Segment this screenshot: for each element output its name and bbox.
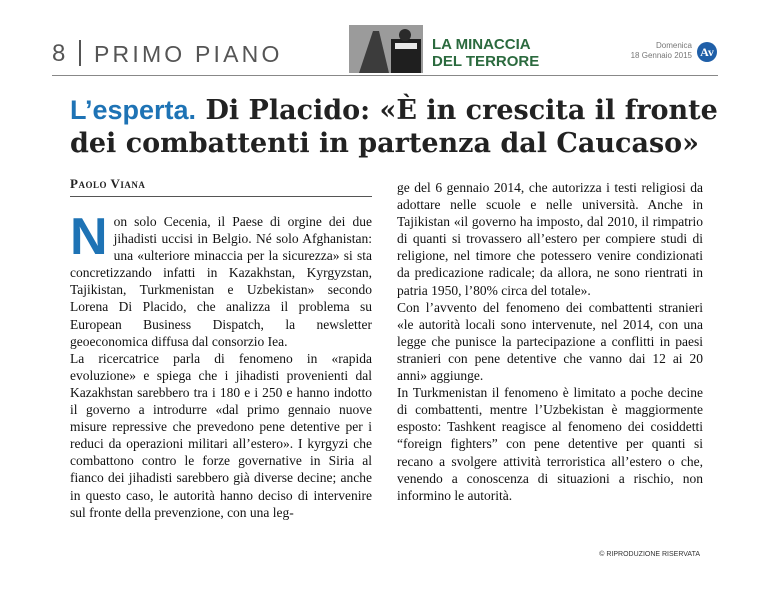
page-number: 8 <box>52 40 66 67</box>
header-divider <box>79 40 81 66</box>
headline-kicker: L’esperta. <box>70 95 197 125</box>
copyright-notice: © RIPRODUZIONE RISERVATA <box>599 551 700 558</box>
paragraph <box>70 208 372 350</box>
article-column-2 <box>397 179 703 504</box>
header-rule <box>52 75 718 76</box>
series-label-line2: DEL TERRORE <box>432 53 540 70</box>
series-photo-image <box>349 25 423 73</box>
byline: Paolo Viana <box>70 176 146 191</box>
issue-day: Domenica <box>655 41 692 50</box>
paragraph: ge del 6 gennaio 2014, che autorizza i testi religiosi da adottare nelle scuole e nelle università. Anche in Tajikistan «il governo ha imposto, dal 2010, il rimpatrio di quanti si trovassero all’estero per compiere studi di religione, nel timore che potessero venire condizionati da predicazione radicale; da allora, ne sono rientrati in patria 1950, l’80% circa del totale». <box>397 180 703 298</box>
byline-rule <box>70 196 372 197</box>
series-label-line1: LA MINACCIA <box>432 36 531 53</box>
drop-cap: N <box>70 208 108 266</box>
paragraph-text: on solo Cecenia, il Paese di orgine dei due jihadisti uccisi in Belgio. Né solo Afghanistan: una «ulteriore minaccia per la sicurezza» si sta concretizzando infatti in Kazakhstan, Kyrgyzstan, Tajikistan, Turkmenistan e Uzbekistan» secondo Lorena Di Placido, che analizza il problema su European Business Dispatch, la newsletter geoeconomica diffusa dal consorzio Iea. <box>70 214 372 349</box>
issue-date-value: 18 Gennaio 2015 <box>630 51 692 60</box>
issue-date <box>624 41 692 61</box>
headline-title: Di Placido: «È in crescita il fronte dei combattenti in partenza dal Caucaso» <box>70 95 718 159</box>
paragraph: In Turkmenistan il fenomeno è limitato a poche decine di combattenti, mentre l’Uzbekistan è maggiormente esposto: Tashkent reagisce al fenomeno dei cosiddetti “foreign fighters” con pene detentive per quanti si recano a svolgere attività terroristica all’estero o che, venendo a conoscenza di situazioni a rischio, non informino le autorità. <box>397 385 703 503</box>
series-photo <box>349 25 423 73</box>
newspaper-logo: Av <box>697 42 717 62</box>
headline <box>70 94 730 160</box>
paragraph: Con l’avvento del fenomeno dei combattenti stranieri «le autorità locali sono intervenute, nel 2014, con una legge che punisce la partecipazione a conflitti in paesi stranieri con pene detentive che vanno dai 12 ai 20 anni» aggiunge. <box>397 299 703 384</box>
paragraph: La ricercatrice parla di fenomeno in «rapida evoluzione» e spiega che i jihadisti provenienti dal Kazakhstan sarebbero tra i 180 e i 250 e hanno indotto il governo a introdurre «dal primo gennaio nuove misure repressive che prevedono pene detentive per i reduci da operazioni militari all’estero». I kyrgyzi che combattono contro le forze governative in Siria al fianco dei jihadisti sarebbero già diverse decine; anche in questo caso, le autorità hanno deciso di intervenire sul fronte della prevenzione, con una leg- <box>70 350 372 520</box>
series-label <box>432 36 539 70</box>
article-column-1 <box>70 208 372 521</box>
section-title: PRIMO PIANO <box>94 41 283 67</box>
